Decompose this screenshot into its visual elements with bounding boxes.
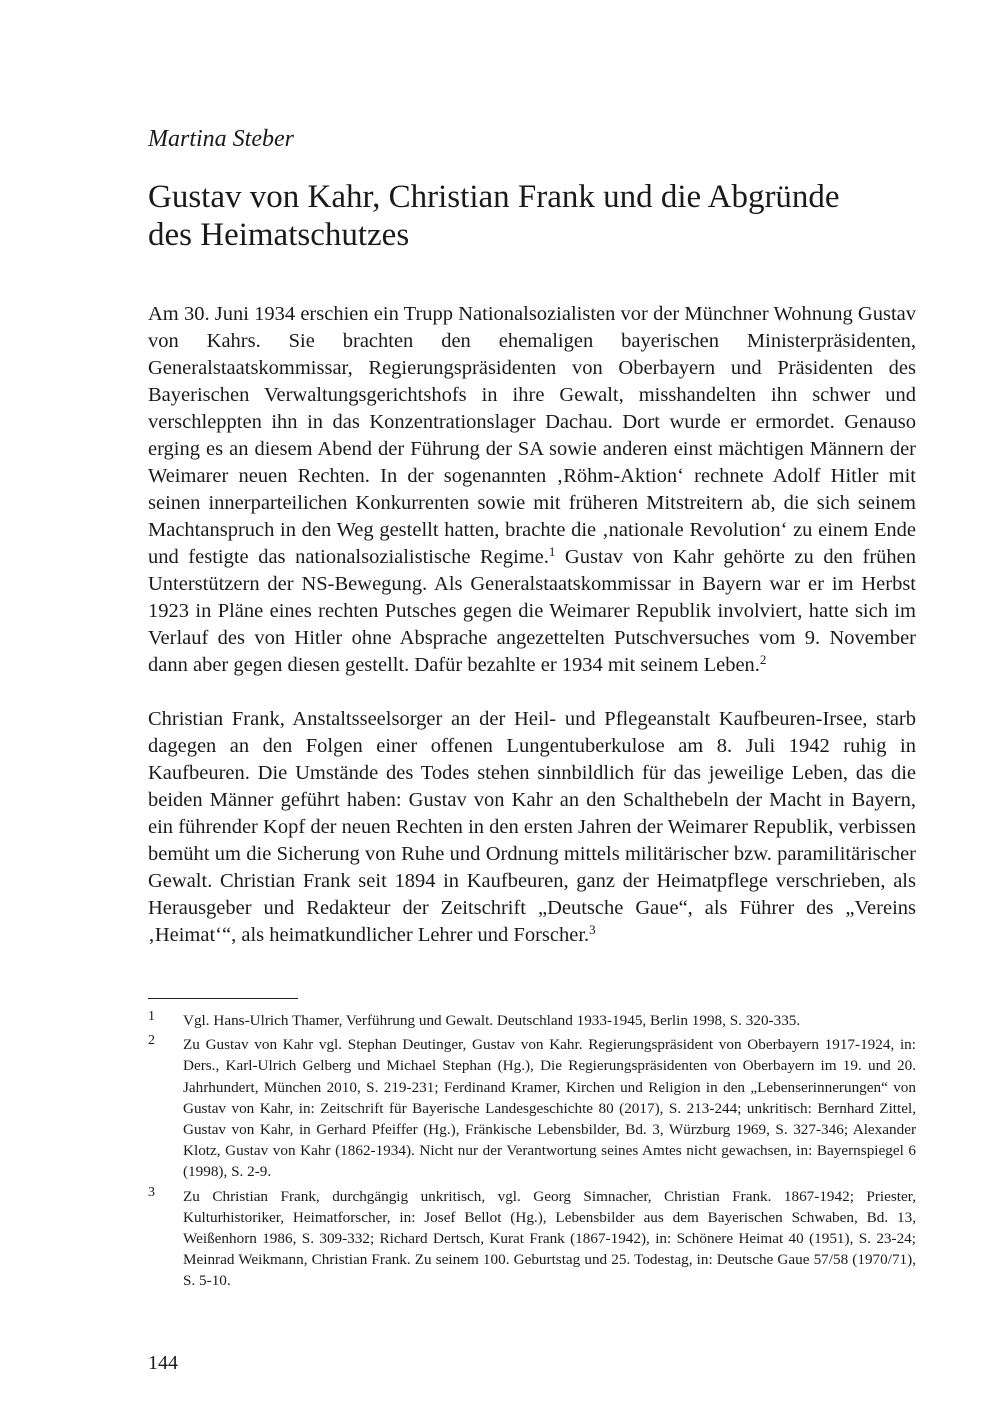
paragraph-1	[148, 301, 916, 679]
paragraph-2	[148, 706, 916, 949]
footnote-text: Vgl. Hans-Ulrich Thamer, Verführung und Gewalt. Deutschland 1933-1945, Berlin 1998, S. 320-335.	[183, 1012, 801, 1029]
footnotes	[148, 1010, 916, 1295]
paragraph-2-text-a: Christian Frank, Anstaltsseelsorger an der Heil- und Pflegeanstalt Kaufbeuren-Irsee, starb dagegen an den Folgen einer offenen Lungentuberkulose am 8. Juli 1942 ruhig in Kaufbeuren. Die Umstände des Todes stehen sinnbildlich für das jeweilige Leben, das die beiden Männer geführt haben: Gustav von Kahr an den Schalthebeln der Macht in Bayern, ein führender Kopf der neuen Rechten in den ersten Jahren der Weimarer Republik, verbissen bemüht um die Sicherung von Ruhe und Ordnung mittels militärischer bzw. paramilitärischer Gewalt. Christian Frank seit 1894 in Kaufbeuren, ganz der Heimatpflege verschrieben, als Herausgeber und Redakteur der Zeitschrift „Deutsche Gaue“, als Führer des „Vereins ‚Heimat‘“, als heimatkundlicher Lehrer und Forscher.	[148, 708, 916, 946]
footnote-text: Zu Gustav von Kahr vgl. Stephan Deutinger, Gustav von Kahr. Regierungspräsident von Oberbayern 1917-1924, in: Ders., Karl-Ulrich Gelberg und Michael Stephan (Hg.), Die Regierungspräsidenten von Oberbayern im 19. und 20. Jahrhundert, München 2010, S. 219-231; Ferdinand Kramer, Kirchen und Religion in den „Lebenserinnerungen“ von Gustav von Kahr, in: Zeitschrift für Bayerische Landesgeschichte 80 (2017), S. 213-244; unkritisch: Bernhard Zittel, Gustav von Kahr, in Gerhard Pfeiffer (Hg.), Fränkische Lebensbilder, Bd. 3, Würzburg 1969, S. 327-346; Alexander Klotz, Gustav von Kahr (1862-1934). Nicht nur der Verantwortung seines Amtes nicht gewachsen, in: Bayernspiegel 6 (1998), S. 2-9.	[183, 1036, 916, 1181]
footnote-number: 2	[148, 1033, 155, 1049]
paragraph-1-text-b: Gustav von Kahr gehörte zu den frühen Unterstützern der NS-Bewegung. Als Generalstaatskommissar in Bayern war er im Herbst 1923 in Pläne eines rechten Putsches gegen die Weimarer Republik involviert, hatte sich im Verlauf des von Hitler ohne Absprache angezettelten Putschversuches vom 9. November dann aber gegen diesen gestellt. Dafür bezahlte er 1934 mit seinem Leben.	[148, 546, 916, 676]
title-line-2: des Heimatschutzes	[148, 217, 410, 253]
footnote-ref-1: 1	[548, 544, 556, 559]
article-body	[148, 301, 916, 976]
footnote-number: 1	[148, 1009, 155, 1024]
footnote	[148, 1186, 916, 1292]
footnote-ref-3: 3	[589, 922, 596, 937]
page-number: 144	[148, 1352, 178, 1374]
footnote	[148, 1010, 916, 1031]
article-title	[148, 178, 916, 254]
footnote-text: Zu Christian Frank, durchgängig unkritisch, vgl. Georg Simnacher, Christian Frank. 1867-1942; Priester, Kulturhistoriker, Heimatforscher, in: Josef Bellot (Hg.), Lebensbilder aus dem Bayerischen Schwaben, Bd. 13, Weißenhorn 1986, S. 309-332; Richard Dertsch, Kurat Frank (1867-1942), in: Schönere Heimat 40 (1951), S. 23-24; Meinrad Weikmann, Christian Frank. Zu seinem 100. Geburtstag und 25. Todestag, in: Deutsche Gaue 57/58 (1970/71), S. 5-10.	[183, 1187, 916, 1290]
footnote-ref-2: 2	[759, 652, 767, 667]
title-line-1: Gustav von Kahr, Christian Frank und die Abgründe	[148, 179, 840, 215]
footnote	[148, 1034, 916, 1182]
footnote-number: 3	[148, 1184, 155, 1200]
paragraph-1-text-a: Am 30. Juni 1934 erschien ein Trupp Nationalsozialisten vor der Münchner Wohnung Gustav von Kahrs. Sie brachten den ehemaligen bayerischen Ministerpräsidenten, Generalstaatskommissar, Regierungspräsidenten von Oberbayern und Präsidenten des Bayerischen Verwaltungsgerichtshofs in ihre Gewalt, misshandelten ihn schwer und verschleppten ihn in das Konzentrationslager Dachau. Dort wurde er ermordet. Genauso erging es an diesem Abend der Führung der SA sowie anderen einst mächtigen Männern der Weimarer neuen Rechten. In der sogenannten ‚Röhm-Aktion‘ rechnete Adolf Hitler mit seinen innerparteilichen Konkurrenten sowie mit früheren Mitstreitern ab, die sich seinem Machtanspruch in den Weg gestellt hatten, brachte die ‚nationale Revolution‘ zu einem Ende und festigte das nationalsozialistische Regime.	[148, 303, 916, 568]
author-name: Martina Steber	[148, 126, 294, 152]
footnote-separator	[148, 998, 298, 999]
